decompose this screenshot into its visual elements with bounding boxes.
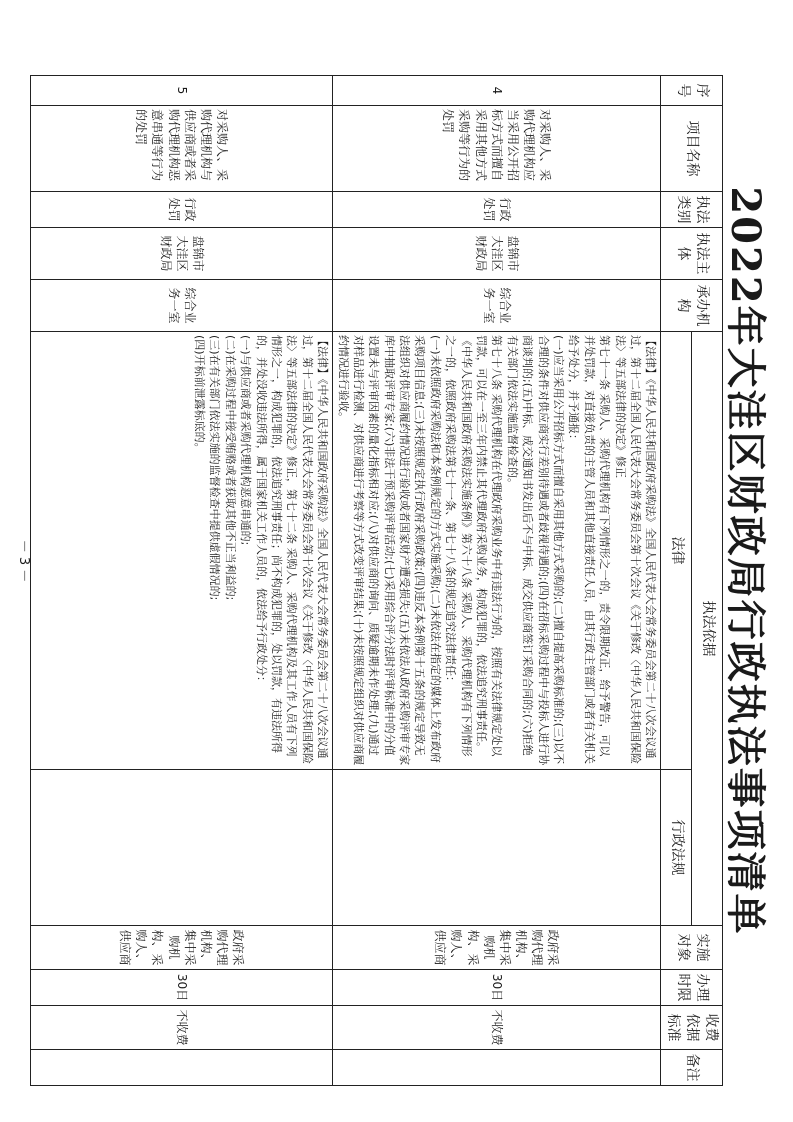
header-fee: 收费依据标准 — [661, 1006, 723, 1050]
header-seq: 序号 — [661, 76, 723, 106]
law-paragraph: 第七十一条 采购人、采购代理机构有下列情形之一的，责令限期改正，给予警告，可以并处罚款，对直接负责的主管人员和其他直接责任人员，由其行政主管部门或者有关机关给予处分，并予通报： — [567, 335, 612, 764]
row-target: 政府采购代理机构、集中采购机构、采购人、供应商 — [333, 926, 661, 970]
law-paragraph: 《中华人民共和国政府采购法实施条例》第六十八条 采购人、采购代理机构有下列情形之一的，依照政府采购法第七十一条、第七十八条的规定追究法律责任： — [444, 335, 473, 757]
header-regulation: 行政法规 — [661, 770, 692, 926]
enforcement-table — [30, 75, 723, 1086]
row-subject: 盘锦市大洼区财政局 — [333, 228, 661, 280]
header-basis: 执法依据 — [692, 332, 723, 926]
row-agency: 综合业务一室 — [333, 280, 661, 332]
header-target: 实施对象 — [661, 926, 723, 970]
row-regulation — [333, 770, 661, 926]
row-note — [31, 1050, 333, 1086]
header-note: 备注 — [661, 1050, 723, 1086]
law-paragraph: (二)在采购过程中接受贿赂或者获取其他不正当利益的; — [223, 335, 237, 601]
header-name: 项目名称 — [661, 106, 723, 192]
table-row — [31, 76, 333, 1086]
law-paragraph: (四)开标前泄露标底的。 — [193, 335, 206, 454]
header-agency: 承办机构 — [661, 280, 723, 332]
law-paragraph: (一)未依照政府采购法和本条例规定的方式实施采购;(二)未依法在指定的媒体上发布政府采购项目信息;(三)未按照规定执行政府采购政策;(四)违反本条例第十五条的规定导致无法组织对供应商履约情况进行验收或者国家财产遭受损失;(五)未依法从政府采购评审专家库中抽取评审专家;(六)非法干预采购评审活动;(七)采用综合评分法时评审标准中的分值设置未与评审因素的量化指标相对应;(八)对供应商的询问、质疑逾期未作处理;(九)通过对样品进行检测、对供应商进行考察等方式改变评审结果;(十)未按照规定组织对供应商履约情况进行验收。 — [336, 335, 442, 766]
header-law: 法律 — [661, 332, 692, 770]
row-item-name: 对采购人、采购代理机构应当采用公开招标方式而擅自采用其他方式采购等行为的处罚 — [333, 106, 661, 192]
row-law-text — [333, 332, 661, 770]
page-title: 2022年大洼区财政局行政执法事项清单 — [722, 186, 769, 936]
header-type: 执法类别 — [661, 192, 723, 228]
header-subject: 执法主体 — [661, 228, 723, 280]
row-type: 行政处罚 — [31, 192, 333, 228]
law-paragraph: 第七十八条 采购代理机构在代理政府采购业务中有违法行为的，按照有关法律规定处以罚款，可以在一至三年内禁止其代理政府采购业务，构成犯罪的，依法追究刑事责任。 — [475, 335, 504, 757]
row-agency: 综合业务一室 — [31, 280, 333, 332]
row-item-name: 对采购人、采购代理机构与供应商或者采购代理机构恶意串通等行为的处罚 — [31, 106, 333, 192]
row-note — [333, 1050, 661, 1086]
row-deadline: 30日 — [333, 970, 661, 1006]
row-fee: 不收费 — [333, 1006, 661, 1050]
row-seq: 5 — [31, 76, 333, 106]
table-row — [333, 76, 661, 1086]
row-law-text — [31, 332, 333, 770]
law-paragraph: (一)与供应商或者采购代理机构恶意串通的; — [239, 335, 253, 546]
row-fee: 不收费 — [31, 1006, 333, 1050]
row-deadline: 30日 — [31, 970, 333, 1006]
row-seq: 4 — [333, 76, 661, 106]
law-paragraph: (一)应当采用公开招标方式而擅自采用其他方式采购的;(二)擅自提高采购标准的;(三)以不合理的条件对供应商实行差别待遇或者歧视待遇的;(四)在招标采购过程中与投标人进行协商谈判的;(五)中标、成交通知书发出后不与中标、成交供应商签订采购合同的;(六)拒绝有关部门依法实施监督检查的。 — [505, 335, 565, 766]
law-paragraph: (三)在有关部门依法实施的监督检查中提供虚假情况的; — [208, 335, 222, 601]
row-regulation — [31, 770, 333, 926]
header-deadline: 办理时限 — [661, 970, 723, 1006]
row-target: 政府采购代理机构、集中采购机构、采购人、供应商 — [31, 926, 333, 970]
law-paragraph: 【法律】《中华人民共和国政府采购法》全国人民代表大会常务委员会第二十八次会议通过，第十二届全国人民代表大会常务委员会第十次会议《关于修改〈中华人民共和国保险法〉等五部法律的决定》修正 — [613, 335, 658, 764]
law-paragraph: 【法律】《中华人民共和国政府采购法》全国人民代表大会常务委员会第二十八次会议通过，第十二届全国人民代表大会常务委员会第十次会议《关于修改〈中华人民共和国保险法〉等五部法律的决定》修正，第七十二条 采购人、采购代理机构及其工作人员有下列情形之一，构成犯罪的，依法追究刑事责任；尚不构成犯罪的，处以罚款，有违法所得的，并处没收违法所得，属于国家机关工作人员的，依法给予行政处分： — [254, 335, 330, 764]
row-type: 行政处罚 — [333, 192, 661, 228]
row-subject: 盘锦市大洼区财政局 — [31, 228, 333, 280]
header-row — [692, 76, 723, 1086]
page-number: － 3 － — [16, 539, 31, 583]
